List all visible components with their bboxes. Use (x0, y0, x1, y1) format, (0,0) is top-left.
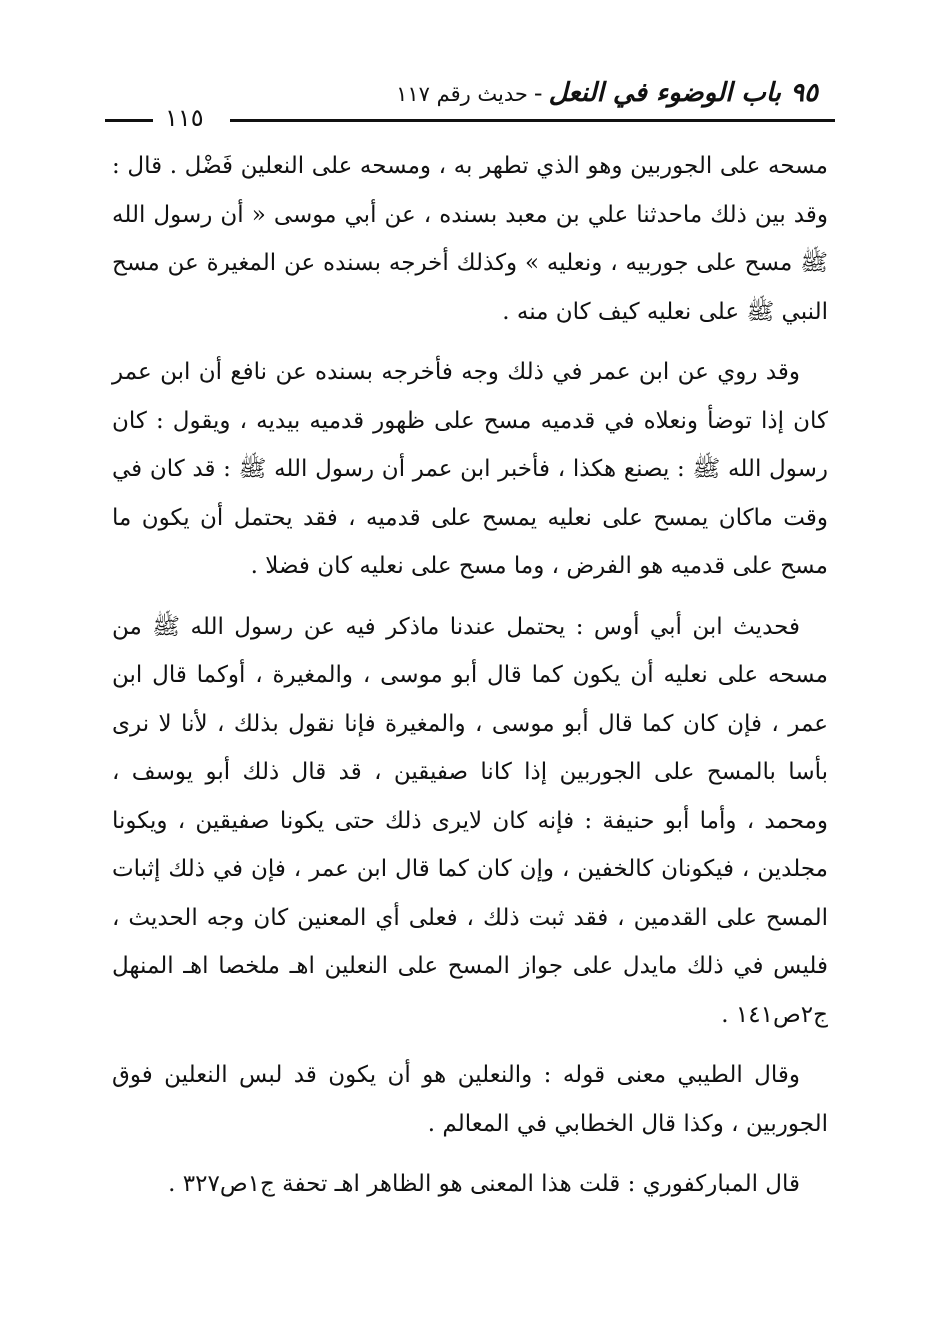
hadith-number: حديث رقم ١١٧ (396, 82, 528, 106)
paragraph-4: وقال الطيبي معنى قوله : والنعلين هو أن يكون قد لبس النعلين فوق الجوربين ، وكذا قال الخطابي في المعالم . (112, 1062, 828, 1137)
paragraph-3: فحديث ابن أبي أوس : يحتمل عندنا ماذكر فيه عن رسول الله ﷺ من مسحه على نعليه أن يكون كما قال أبو موسى ، والمغيرة ، أوكما قال ابن عمر ، فإن كان كما قال أبو موسى ، والمغيرة فإنا نقول بذلك ، لأنا لا نرى بأسا بالمسح على الجوربين إذا كانا صفيقين ، قد قال ذلك أبو يوسف ، ومحمد ، وأما أبو حنيفة : فإنه كان لايرى ذلك حتى يكونا صفيقين ، ويكونا مجلدين ، فيكونان كالخفين ، وإن كان كما قال ابن عمر ، فإن في ذلك إثبات المسح على القدمين ، فقد ثبت ذلك ، فعلى أي المعنين كان وجه الحديث ، فليس في ذلك مايدل على جواز المسح على النعلين اهـ ملخصا اهـ المنهل ج٢ص١٤١ . (112, 613, 828, 1028)
paragraph-2: وقد روي عن ابن عمر في ذلك وجه فأخرجه بسنده عن نافع أن ابن عمر كان إذا توضأ ونعلاه في قدميه مسح على ظهور قدميه بيديه ، ويقول : كان رسول الله ﷺ : يصنع هكذا ، فأخبر ابن عمر أن رسول الله ﷺ : قد كان في وقت ماكان يمسح على نعليه يمسح على قدميه ، فقد يحتمل أن يكون ما مسح على قدميه هو الفرض ، وما مسح على نعليه كان فضلا . (112, 359, 828, 579)
page-number: ١١٥ (165, 104, 204, 132)
paragraph-5: قال المباركفوري : قلت هذا المعنى هو الظاهر اهـ تحفة ج١ص٣٢٧ . (168, 1171, 800, 1197)
page-number-row (105, 104, 835, 134)
chapter-title: ٩٥ باب الوضوء في النعل (548, 78, 818, 108)
header-rule-right (230, 119, 835, 122)
paragraph-1: مسحه على الجوربين وهو الذي تطهر به ، ومسحه على النعلين فَضْل . قال : وقد بين ذلك ماحدثنا علي بن معبد بسنده ، عن أبي موسى « أن رسول الله ﷺ مسح على جوربيه ، ونعليه » وكذلك أخرجه بسنده عن المغيرة عن مسح النبي ﷺ على نعليه كيف كان منه . (112, 153, 828, 325)
header-rule-left (105, 119, 153, 122)
body-text (112, 142, 828, 1221)
header-separator: - (533, 79, 543, 107)
